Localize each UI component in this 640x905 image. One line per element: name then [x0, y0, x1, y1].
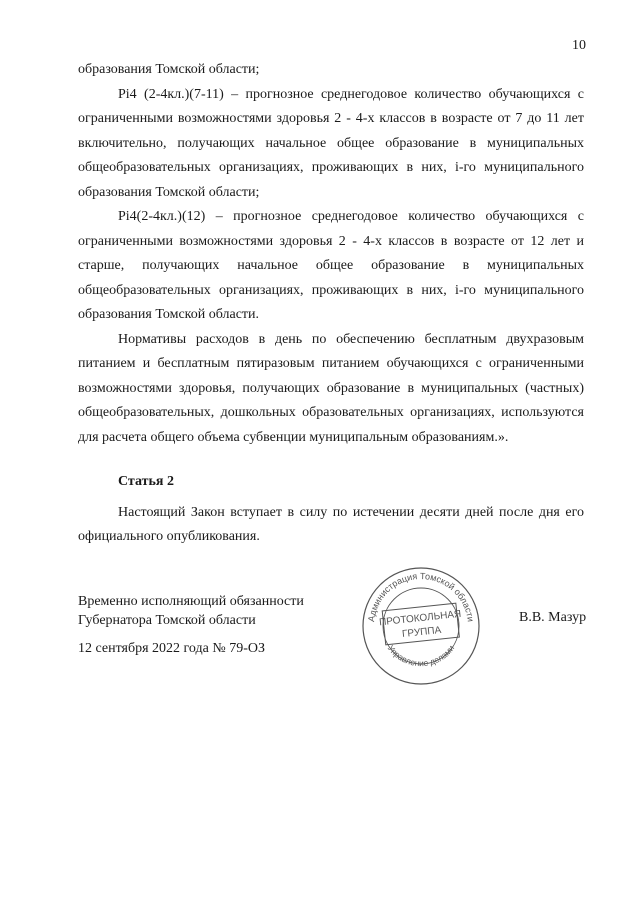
stamp-bottom-text: Управление делами	[385, 643, 457, 669]
law-date-number: 12 сентября 2022 года № 79-ОЗ	[78, 641, 265, 656]
signer-name: В.В. Мазур	[519, 610, 587, 625]
signature-position	[78, 592, 304, 630]
paragraph-continuation: образования Томской области;	[78, 62, 260, 77]
article-title: Статья 2	[118, 474, 174, 489]
stamp-outer-text: Администрация Томской области	[366, 570, 476, 623]
signature-position-line2: Губернатора Томской области	[78, 613, 256, 628]
paragraph-pi4-12: Pi4(2-4кл.)(12) – прогнозное среднегодовое количество обучающихся с ограниченными возможностями здоровья 2 - 4-х классов в возрасте от 12 лет и старше, получающих начальное общее образование в муниципальных общеобразовательных организациях, проживающих в них, i-го муниципального образования Томской области.	[78, 209, 584, 322]
paragraph-norms: Нормативы расходов в день по обеспечению бесплатным двухразовым питанием и бесплатным пятиразовым питанием обучающихся с ограниченными возможностями здоровья, получающих образование в муниципальных (частных) общеобразовательных, дошкольных образовательных организациях, используются для расчета общего объема субвенции муниципальным образованиям.».	[78, 331, 584, 445]
document-body	[78, 58, 584, 550]
stamp-inner-line2: ГРУППА	[401, 624, 442, 640]
page-number: 10	[572, 38, 586, 53]
official-stamp	[360, 565, 482, 687]
stamp-inner-line1: ПРОТОКОЛЬНАЯ	[378, 608, 462, 629]
paragraph-pi4-7-11: Pi4 (2-4кл.)(7-11) – прогнозное среднегодовое количество обучающихся с ограниченными возможностями здоровья 2 - 4-х классов в возрасте от 7 до 11 лет включительно, получающих начальное общее образование в муниципальных общеобразовательных организациях, проживающих в них, i-го муниципального образования Томской области;	[78, 86, 584, 200]
signature-position-line1: Временно исполняющий обязанности	[78, 594, 304, 609]
article-text: Настоящий Закон вступает в силу по истечении десяти дней после дня его официального опубликования.	[78, 504, 584, 544]
